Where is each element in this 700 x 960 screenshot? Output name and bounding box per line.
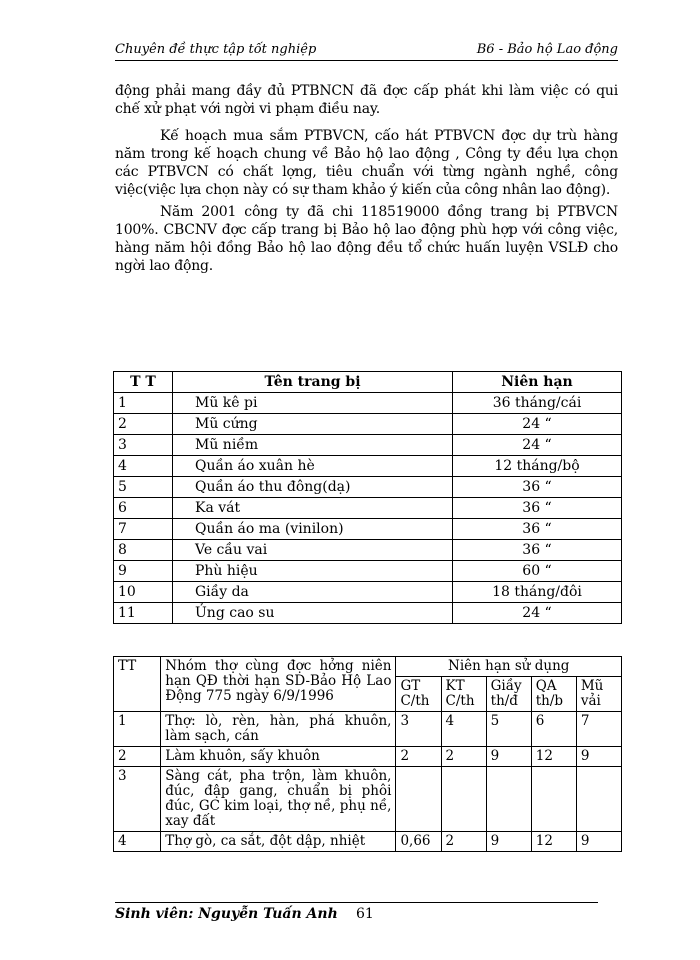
row-value: 2 bbox=[441, 747, 486, 767]
row-tt: 1 bbox=[114, 393, 173, 414]
row-term: 24 “ bbox=[453, 603, 622, 624]
row-value: 3 bbox=[396, 712, 441, 747]
row-tt: 4 bbox=[114, 832, 161, 852]
table-row bbox=[114, 603, 622, 624]
row-item-name: Mũ cứng bbox=[173, 414, 453, 435]
row-tt: 2 bbox=[114, 747, 161, 767]
row-value: 2 bbox=[396, 747, 441, 767]
sub-kt: KT C/th bbox=[441, 677, 486, 712]
row-value bbox=[441, 767, 486, 832]
table-row bbox=[114, 477, 622, 498]
row-tt: 3 bbox=[114, 767, 161, 832]
row-tt: 11 bbox=[114, 603, 173, 624]
row-value: 2 bbox=[441, 832, 486, 852]
sub-giay: Giầy th/đ bbox=[486, 677, 531, 712]
table-row bbox=[114, 747, 622, 767]
table-row bbox=[114, 540, 622, 561]
row-tt: 2 bbox=[114, 414, 173, 435]
row-term: 12 tháng/bộ bbox=[453, 456, 622, 477]
row-value bbox=[576, 767, 621, 832]
sub-gt: GT C/th bbox=[396, 677, 441, 712]
row-term: 24 “ bbox=[453, 435, 622, 456]
table-row bbox=[114, 435, 622, 456]
row-tt: 1 bbox=[114, 712, 161, 747]
table-row bbox=[114, 832, 622, 852]
header-right: B6 - Bảo hộ Lao động bbox=[476, 42, 618, 57]
footer-student: Sinh viên: Nguyễn Tuấn Anh bbox=[115, 906, 338, 922]
row-item-name: Ủng cao su bbox=[173, 603, 453, 624]
table-row bbox=[114, 561, 622, 582]
row-tt: 3 bbox=[114, 435, 173, 456]
row-value: 7 bbox=[576, 712, 621, 747]
row-value bbox=[396, 767, 441, 832]
row-term: 18 tháng/đôi bbox=[453, 582, 622, 603]
row-item-name: Quần áo ma (vinilon) bbox=[173, 519, 453, 540]
col-group: Nhóm thợ cùng đợc hởng niên hạn QĐ thời hạn SD-Bảo Hộ Lao Động 775 ngày 6/9/1996 bbox=[161, 657, 396, 712]
row-item-name: Quần áo thu đông(dạ) bbox=[173, 477, 453, 498]
table-row bbox=[114, 393, 622, 414]
row-value: 0,66 bbox=[396, 832, 441, 852]
row-group: Thợ: lò, rèn, hàn, phá khuôn, làm sạch, cán bbox=[161, 712, 396, 747]
table-row bbox=[114, 414, 622, 435]
table-row bbox=[114, 712, 622, 747]
table-row bbox=[114, 582, 622, 603]
row-term: 36 “ bbox=[453, 477, 622, 498]
row-value: 12 bbox=[531, 832, 576, 852]
row-value: 9 bbox=[486, 832, 531, 852]
row-term: 36 tháng/cái bbox=[453, 393, 622, 414]
row-item-name: Giầy da bbox=[173, 582, 453, 603]
row-item-name: Mũ niềm bbox=[173, 435, 453, 456]
row-value: 4 bbox=[441, 712, 486, 747]
row-term: 36 “ bbox=[453, 540, 622, 561]
row-tt: 4 bbox=[114, 456, 173, 477]
row-group: Sàng cát, pha trộn, làm khuôn, đúc, đập gang, chuẩn bị phôi đúc, GC kim loại, thợ nề, phụ nề, xay đất bbox=[161, 767, 396, 832]
equipment-table bbox=[113, 371, 622, 624]
sub-qa: QA th/b bbox=[531, 677, 576, 712]
col-usage-term: Niên hạn sử dụng bbox=[396, 657, 622, 677]
row-group: Làm khuôn, sấy khuôn bbox=[161, 747, 396, 767]
paragraph-2: Kế hoạch mua sắm PTBVCN, cấo hát PTBVCN đợc dự trù hàng năm trong kế hoạch chung về Bảo hộ lao động , Công ty đều lựa chọn các PTBVCN có chất lợng, tiêu chuẩn với từng ngành nghề, công việc(việc lựa chọn này có sự tham khảo ý kiến của công nhân lao động). bbox=[115, 128, 618, 198]
row-term: 60 “ bbox=[453, 561, 622, 582]
paragraph-3: Năm 2001 công ty đã chi 118519000 đồng trang bị PTBVCN 100%. CBCNV đợc cấp trang bị Bảo hộ lao động phù hợp với công việc, hàng năm hội đồng Bảo hộ lao động đều tổ chức huấn luyện VSLĐ cho ngời lao động. bbox=[115, 204, 618, 274]
row-tt: 7 bbox=[114, 519, 173, 540]
row-value: 9 bbox=[486, 747, 531, 767]
row-value: 9 bbox=[576, 747, 621, 767]
row-value: 6 bbox=[531, 712, 576, 747]
col-name: Tên trang bị bbox=[173, 372, 453, 393]
row-value bbox=[486, 767, 531, 832]
col-term: Niên hạn bbox=[453, 372, 622, 393]
sub-mu: Mũ vải bbox=[576, 677, 621, 712]
row-tt: 8 bbox=[114, 540, 173, 561]
row-item-name: Mũ kê pi bbox=[173, 393, 453, 414]
equipment-table-header bbox=[114, 372, 622, 393]
row-item-name: Quần áo xuân hè bbox=[173, 456, 453, 477]
row-value: 5 bbox=[486, 712, 531, 747]
col-tt: T T bbox=[114, 372, 173, 393]
table-row bbox=[114, 519, 622, 540]
row-item-name: Phù hiệu bbox=[173, 561, 453, 582]
row-tt: 5 bbox=[114, 477, 173, 498]
row-value bbox=[531, 767, 576, 832]
row-term: 36 “ bbox=[453, 498, 622, 519]
row-value: 9 bbox=[576, 832, 621, 852]
table-row bbox=[114, 767, 622, 832]
paragraph-1: động phải mang đầy đủ PTBNCN đã đợc cấp phát khi làm việc có qui chế xử phạt với ngời vi phạm điều nay. bbox=[115, 83, 618, 117]
header-left: Chuyên đề thực tập tốt nghiệp bbox=[115, 42, 317, 57]
row-term: 36 “ bbox=[453, 519, 622, 540]
worker-group-table bbox=[113, 656, 622, 852]
page-number: 61 bbox=[356, 906, 374, 922]
row-group: Thợ gò, ca sắt, đột dập, nhiệt bbox=[161, 832, 396, 852]
row-value: 12 bbox=[531, 747, 576, 767]
row-item-name: Ve cầu vai bbox=[173, 540, 453, 561]
footer-rule bbox=[115, 902, 598, 903]
worker-table-header bbox=[114, 657, 622, 677]
table-row bbox=[114, 456, 622, 477]
col-tt: TT bbox=[114, 657, 161, 712]
row-term: 24 “ bbox=[453, 414, 622, 435]
page-header bbox=[115, 40, 618, 61]
table-row bbox=[114, 498, 622, 519]
row-item-name: Ka vát bbox=[173, 498, 453, 519]
row-tt: 6 bbox=[114, 498, 173, 519]
row-tt: 9 bbox=[114, 561, 173, 582]
row-tt: 10 bbox=[114, 582, 173, 603]
